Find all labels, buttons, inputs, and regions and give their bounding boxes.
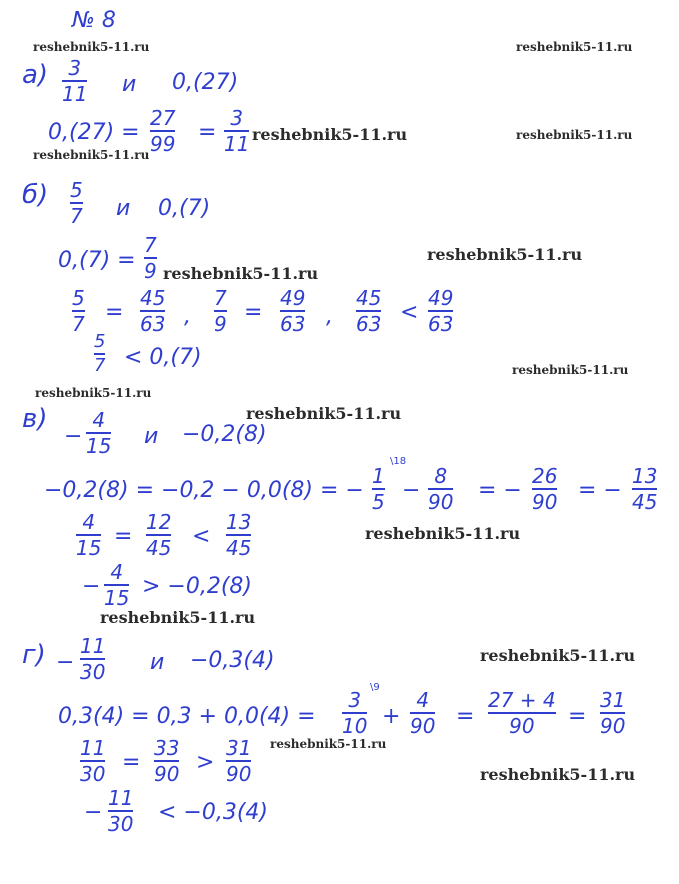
minus-sign: − xyxy=(64,424,83,449)
numerator: 5 xyxy=(94,331,106,352)
numerator: 3 xyxy=(68,56,82,80)
fraction xyxy=(70,180,83,226)
fraction xyxy=(600,690,625,736)
fraction xyxy=(108,788,133,834)
decimal-value: 0,(7) xyxy=(158,196,211,221)
numerator: 45 xyxy=(140,286,166,310)
denominator: 7 xyxy=(72,312,85,336)
equals-sign: = xyxy=(244,300,263,325)
denominator: 15 xyxy=(76,536,102,560)
multiplier-note: \9 xyxy=(370,682,380,693)
numerator: 11 xyxy=(80,634,106,658)
denominator: 11 xyxy=(224,132,250,156)
numerator: 27 + 4 xyxy=(488,688,556,712)
separator: , xyxy=(326,304,333,329)
denominator: 9 xyxy=(214,312,227,336)
denominator: 7 xyxy=(94,355,106,376)
fraction xyxy=(226,738,251,784)
fraction xyxy=(86,410,111,456)
part-v-label: в) xyxy=(22,404,48,434)
fraction xyxy=(410,690,435,736)
equals-sign: = xyxy=(122,750,141,775)
part-g-label: г) xyxy=(22,640,46,670)
conjunction: и xyxy=(122,72,137,97)
minus-sign: − xyxy=(84,800,103,825)
denominator: 90 xyxy=(226,762,252,786)
fraction xyxy=(488,690,556,736)
fraction xyxy=(146,512,171,558)
fraction xyxy=(140,288,165,334)
decimal-value: 0,(27) xyxy=(172,70,239,95)
numerator: 7 xyxy=(144,233,157,257)
denominator: 90 xyxy=(509,714,535,738)
denominator: 63 xyxy=(356,312,382,336)
numerator: 12 xyxy=(146,510,172,534)
numerator: 13 xyxy=(632,464,658,488)
watermark: reshebnik5-11.ru xyxy=(35,386,152,400)
watermark: reshebnik5-11.ru xyxy=(516,128,633,142)
comparison-result: > −0,2(8) xyxy=(142,574,253,599)
separator: , xyxy=(184,304,191,329)
numerator: 31 xyxy=(600,688,626,712)
fraction xyxy=(80,738,105,784)
fraction xyxy=(144,235,157,281)
watermark: reshebnik5-11.ru xyxy=(33,40,150,54)
minus-sign: − xyxy=(82,574,101,599)
problem-number: № 8 xyxy=(72,8,116,33)
numerator: 4 xyxy=(82,510,96,534)
part-a-label: а) xyxy=(22,60,49,90)
numerator: 49 xyxy=(428,286,454,310)
fraction xyxy=(72,288,85,334)
equals-minus: = − xyxy=(578,478,622,503)
plus-sign: + xyxy=(382,704,401,729)
numerator: 33 xyxy=(154,736,180,760)
equals-sign: = xyxy=(568,704,587,729)
less-than-sign: < xyxy=(400,300,419,325)
numerator: 5 xyxy=(72,286,85,310)
greater-than-sign: > xyxy=(196,750,215,775)
denominator: 45 xyxy=(226,536,252,560)
fraction xyxy=(280,288,305,334)
numerator: 4 xyxy=(110,560,124,584)
numerator: 11 xyxy=(108,786,134,810)
watermark: reshebnik5-11.ru xyxy=(270,737,387,751)
fraction xyxy=(224,108,249,154)
numerator: 27 xyxy=(150,106,176,130)
conjunction: и xyxy=(116,196,131,221)
fraction xyxy=(62,58,87,104)
equals-sign: = xyxy=(114,524,133,549)
fraction xyxy=(428,288,453,334)
comparison-result: < −0,3(4) xyxy=(158,800,269,825)
denominator: 30 xyxy=(80,660,106,684)
fraction xyxy=(94,333,105,375)
decimal-value: −0,2(8) xyxy=(182,422,267,447)
watermark: reshebnik5-11.ru xyxy=(163,264,319,283)
decimal-value: −0,3(4) xyxy=(190,648,275,673)
numerator: 13 xyxy=(226,510,252,534)
equation-lhs: 0,(7) = xyxy=(58,248,136,273)
denominator: 99 xyxy=(150,132,176,156)
denominator: 90 xyxy=(532,490,558,514)
fraction xyxy=(428,466,453,512)
denominator: 15 xyxy=(86,434,112,458)
denominator: 30 xyxy=(108,812,134,836)
fraction xyxy=(214,288,227,334)
numerator: 1 xyxy=(372,464,385,488)
numerator: 31 xyxy=(226,736,252,760)
denominator: 45 xyxy=(146,536,172,560)
fraction xyxy=(76,512,101,558)
conjunction: и xyxy=(144,424,159,449)
denominator: 10 xyxy=(342,714,368,738)
watermark: reshebnik5-11.ru xyxy=(33,148,150,162)
numerator: 5 xyxy=(70,178,83,202)
minus-sign: − xyxy=(56,650,75,675)
numerator: 7 xyxy=(214,286,227,310)
watermark: reshebnik5-11.ru xyxy=(246,404,402,423)
fraction xyxy=(532,466,557,512)
comparison-result: < 0,(7) xyxy=(124,345,202,370)
watermark: reshebnik5-11.ru xyxy=(512,363,629,377)
denominator: 15 xyxy=(104,586,130,610)
equation-lhs: 0,3(4) = 0,3 + 0,0(4) = xyxy=(58,704,316,729)
conjunction: и xyxy=(150,650,165,675)
watermark: reshebnik5-11.ru xyxy=(480,646,636,665)
denominator: 5 xyxy=(372,490,385,514)
watermark: reshebnik5-11.ru xyxy=(427,245,583,264)
fraction xyxy=(632,466,657,512)
fraction xyxy=(104,562,129,608)
denominator: 63 xyxy=(280,312,306,336)
multiplier-note: \18 xyxy=(390,456,407,467)
less-than-sign: < xyxy=(192,524,211,549)
numerator: 4 xyxy=(92,408,106,432)
equals-sign: = xyxy=(105,300,124,325)
numerator: 8 xyxy=(434,464,448,488)
fraction xyxy=(154,738,179,784)
watermark: reshebnik5-11.ru xyxy=(480,765,636,784)
fraction xyxy=(356,288,381,334)
denominator: 63 xyxy=(428,312,454,336)
denominator: 90 xyxy=(600,714,626,738)
equation-lhs: −0,2(8) = −0,2 − 0,0(8) = − xyxy=(44,478,364,503)
watermark: reshebnik5-11.ru xyxy=(252,125,408,144)
denominator: 45 xyxy=(632,490,658,514)
numerator: 49 xyxy=(280,286,306,310)
numerator: 26 xyxy=(532,464,558,488)
watermark: reshebnik5-11.ru xyxy=(100,608,256,627)
fraction xyxy=(150,108,175,154)
denominator: 30 xyxy=(80,762,106,786)
denominator: 9 xyxy=(144,259,157,283)
numerator: 3 xyxy=(348,688,362,712)
numerator: 3 xyxy=(230,106,244,130)
denominator: 63 xyxy=(140,312,166,336)
equals-sign: = xyxy=(198,120,217,145)
part-b-label: б) xyxy=(22,180,49,210)
fraction xyxy=(372,466,385,512)
denominator: 11 xyxy=(62,82,88,106)
equals-minus: = − xyxy=(478,478,522,503)
fraction xyxy=(80,636,105,682)
equation-lhs: 0,(27) = xyxy=(48,120,140,145)
numerator: 45 xyxy=(356,286,382,310)
minus-sign: − xyxy=(402,478,421,503)
numerator: 4 xyxy=(416,688,430,712)
fraction xyxy=(226,512,251,558)
equals-sign: = xyxy=(456,704,475,729)
watermark: reshebnik5-11.ru xyxy=(365,524,521,543)
denominator: 90 xyxy=(154,762,180,786)
numerator: 11 xyxy=(80,736,106,760)
denominator: 90 xyxy=(428,490,454,514)
fraction xyxy=(342,690,367,736)
watermark: reshebnik5-11.ru xyxy=(516,40,633,54)
denominator: 7 xyxy=(70,204,83,228)
denominator: 90 xyxy=(410,714,436,738)
